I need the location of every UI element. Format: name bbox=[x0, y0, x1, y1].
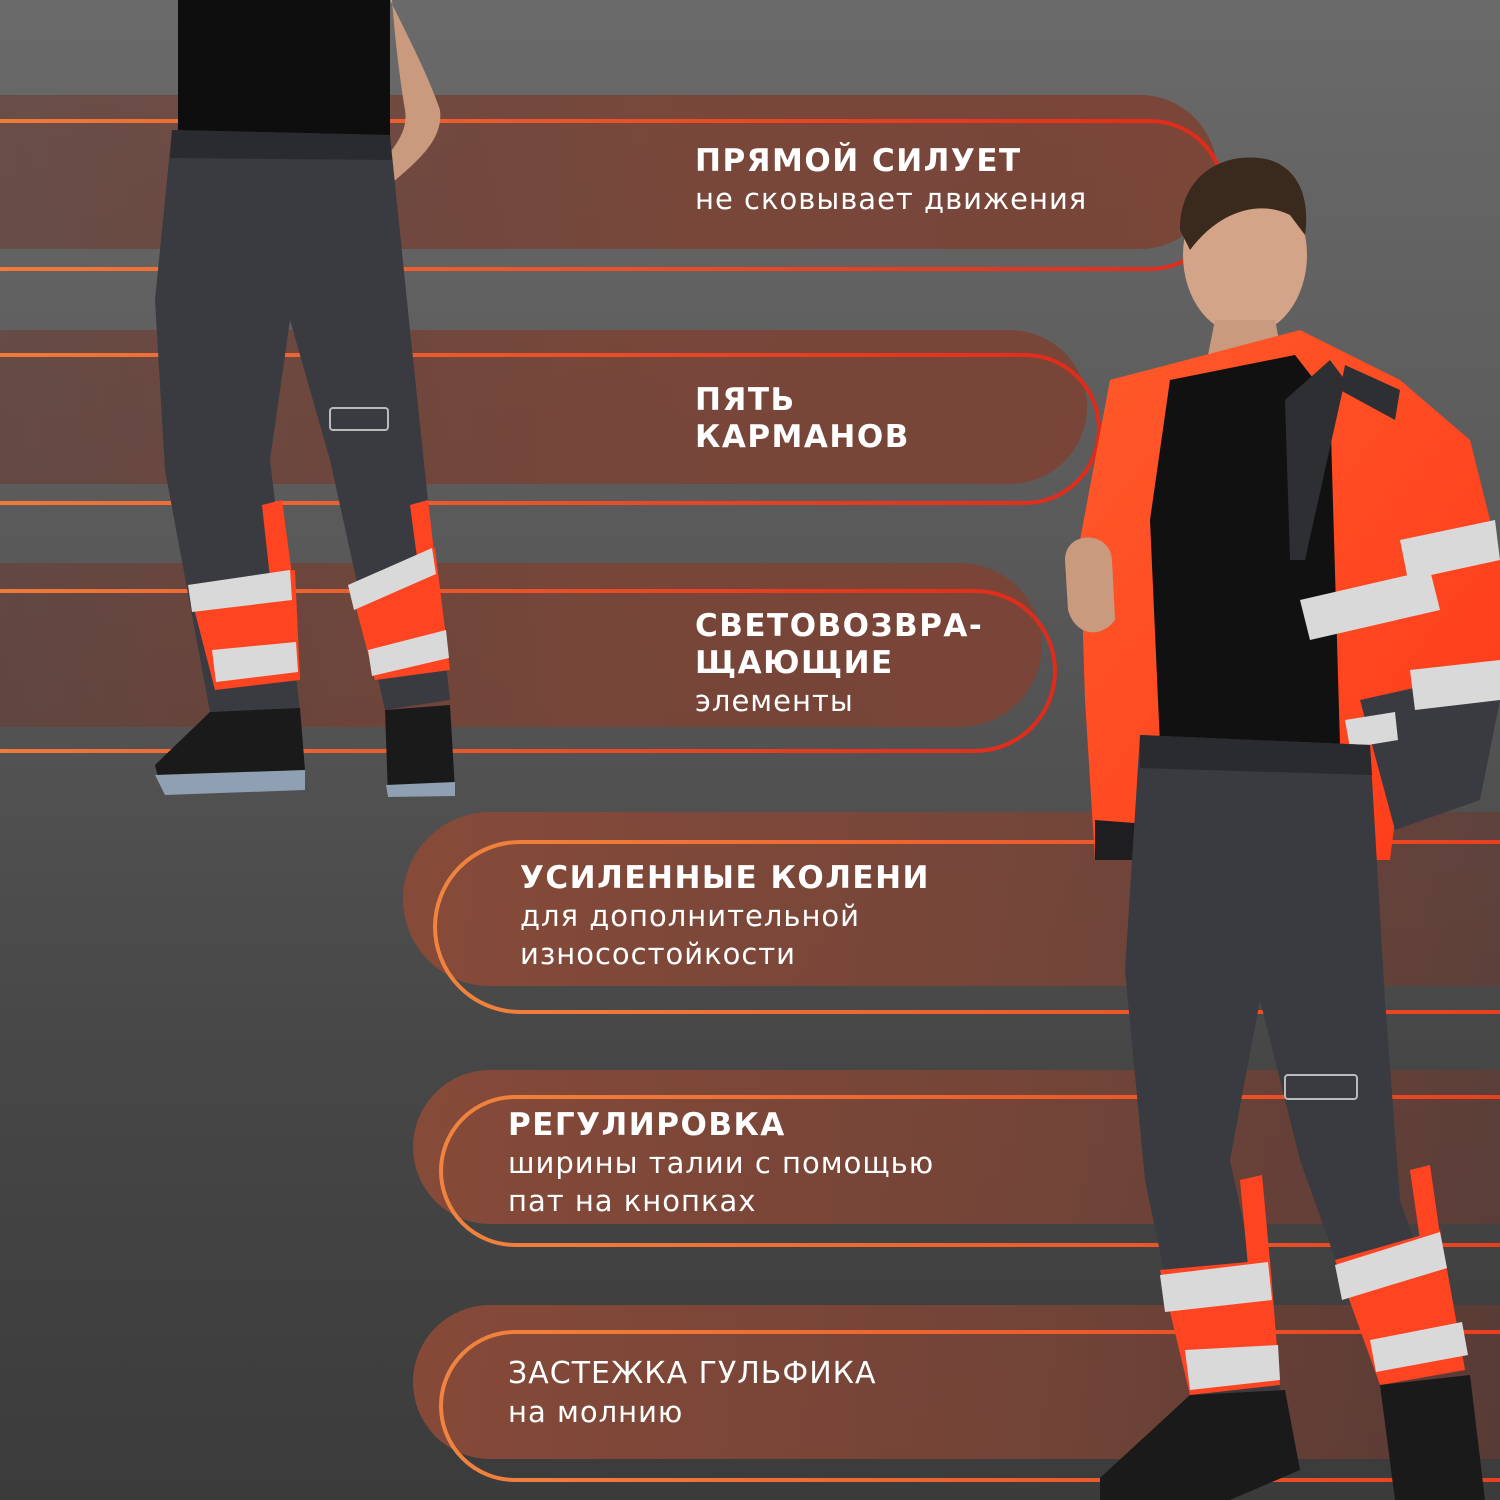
feature-description-line-1: ширины талии с помощью bbox=[508, 1146, 935, 1180]
feature-five-pockets bbox=[695, 382, 910, 456]
feature-title-line-2: ЩАЮЩИЕ bbox=[695, 645, 894, 681]
feature-reinforced-knees bbox=[520, 860, 930, 973]
feature-straight-silhouette bbox=[695, 143, 1087, 218]
feature-waist-adjustment bbox=[508, 1107, 934, 1220]
feature-title: УСИЛЕННЫЕ КОЛЕНИ bbox=[520, 860, 931, 896]
feature-description: элементы bbox=[695, 684, 854, 718]
feature-title: ЗАСТЕЖКА ГУЛЬФИКА bbox=[508, 1356, 877, 1391]
feature-description-line-2: пат на кнопках bbox=[508, 1184, 757, 1218]
feature-fly-zipper bbox=[508, 1355, 876, 1431]
feature-reflective-elements bbox=[695, 608, 983, 720]
feature-title: ПРЯМОЙ СИЛУЕТ bbox=[695, 143, 1022, 179]
feature-description-line-1: для дополнительной bbox=[520, 899, 861, 933]
feature-description: на молнию bbox=[508, 1395, 684, 1429]
feature-description: не сковывает движения bbox=[695, 182, 1088, 216]
feature-title-line-1: СВЕТОВОЗВРА- bbox=[695, 608, 984, 644]
feature-title-line-2: КАРМАНОВ bbox=[695, 419, 910, 455]
feature-title: РЕГУЛИРОВКА bbox=[508, 1107, 786, 1143]
feature-title-line-1: ПЯТЬ bbox=[695, 382, 796, 418]
feature-description-line-2: износостойкости bbox=[520, 937, 797, 971]
